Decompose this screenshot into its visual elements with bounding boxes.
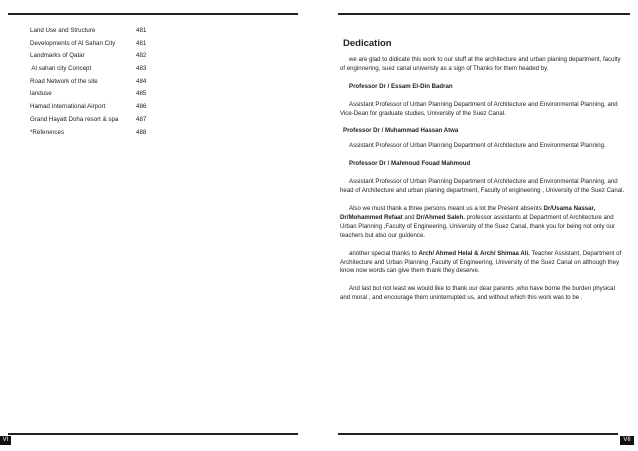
toc-page-number: 482: [136, 52, 147, 60]
bottom-rule-left: [8, 433, 298, 435]
page-number-left: VI: [0, 436, 11, 445]
dedication-intro: we are glad to didicate this work to our stuff at the architecture and urban planing department, faculty of enginnering, suez canal univeristy as a sign of Thanks for them headed by.: [340, 55, 621, 72]
toc-title: Developments of Al Sahan City: [30, 39, 116, 47]
toc-row[interactable]: [30, 76, 160, 89]
toc-title: Grand Hayatt Doha resort & spa: [30, 115, 119, 123]
toc-row[interactable]: [30, 63, 160, 76]
thanks-names-2: Dr/Ahmed Saleh.: [416, 213, 465, 221]
toc-title: *References: [30, 128, 65, 136]
special-thanks-text-end: Teacher Assistant, Department of Architecture and Urban Planning ,Faculty of Engineering, University of the Suez Canal on although they know now words can give them thank they deserve.: [340, 249, 622, 275]
dedication-heading: Dedication: [343, 38, 392, 49]
professor-name-2: Professor Dr / Muhammad Hassan Atwa: [343, 127, 459, 135]
toc-page-number: 486: [136, 103, 147, 111]
toc-row[interactable]: [30, 50, 160, 63]
toc-title: Land Use and Structure: [30, 27, 96, 34]
professor-role-3: Assistant Professor of Urban Planning Department of Architecture and Environmental Planning, and head of Architecture and urban planing department, Faculty of engineering , University of the Suez Canal.: [340, 178, 625, 195]
professor-role-2: Assistant Professor of Urban Planning Department of Architecture and Environmental Planning.: [349, 142, 606, 150]
thanks-paragraph: [340, 205, 625, 241]
special-thanks-paragraph: [340, 250, 625, 277]
toc-row[interactable]: [30, 38, 160, 51]
toc-row[interactable]: [30, 114, 160, 127]
toc-page-number: 483: [136, 65, 147, 73]
special-thanks-text: another special thanks to: [349, 249, 419, 257]
top-rule-left: [8, 13, 298, 15]
closing-paragraph: And last but not least we would like to thank our dear parents ,who have borne the burden physical and moral , and encourage them uninterrupted us, and without which this work was to be .: [340, 285, 615, 302]
toc-row[interactable]: [30, 25, 160, 38]
toc-page-number: 488: [136, 128, 147, 136]
toc-title: landuse: [30, 90, 52, 98]
professor-name-3: Professor Dr / Mahmoud Fouad Mahmoud: [349, 160, 471, 168]
thanks-and: and: [402, 213, 417, 221]
toc-page-number: 481: [136, 27, 147, 34]
toc-title: Hamad International Airport: [30, 103, 106, 111]
toc-page-number: 481: [136, 39, 147, 47]
thanks-text-end: professor assistants at Department of Architecture and Urban Planning ,Faculty of Engineering, University of the Suez Canal, thank you for being not only our teachers but also our guidence.: [340, 213, 616, 239]
toc-page-number: 484: [136, 77, 147, 85]
professor-name-1: Professor Dr / Essam El-Din Badran: [349, 82, 453, 90]
toc-row[interactable]: [30, 127, 160, 140]
toc-title: Al sahan city Concept: [30, 65, 92, 73]
top-rule-right: [338, 13, 630, 15]
page-number-right: VII: [620, 436, 634, 445]
bottom-rule-right: [338, 433, 618, 435]
toc-page-number: 485: [136, 90, 147, 98]
thanks-text: Also we must thank a three persons meant us a lot the Present absents: [349, 204, 544, 212]
table-of-contents: [30, 25, 160, 139]
thanks-names-1: Dr/Usama Nassar, Dr/Mohammed Refaat: [340, 204, 596, 221]
toc-title: Road Network of the site: [30, 77, 98, 85]
dedication-section: [340, 40, 625, 312]
professor-role-1: Assistant Professor of Urban Planning Department of Architecture and Environmental Planning, and Vice-Dean for graduate studies, University of the Suez Canal.: [340, 100, 618, 117]
toc-title: Landmarks of Qatar: [30, 52, 85, 60]
toc-row[interactable]: [30, 101, 160, 114]
special-thanks-names: Arch/ Ahmed Helal & Arch/ Shimaa Ali.: [418, 249, 530, 257]
toc-page-number: 487: [136, 115, 147, 123]
toc-row[interactable]: [30, 88, 160, 101]
